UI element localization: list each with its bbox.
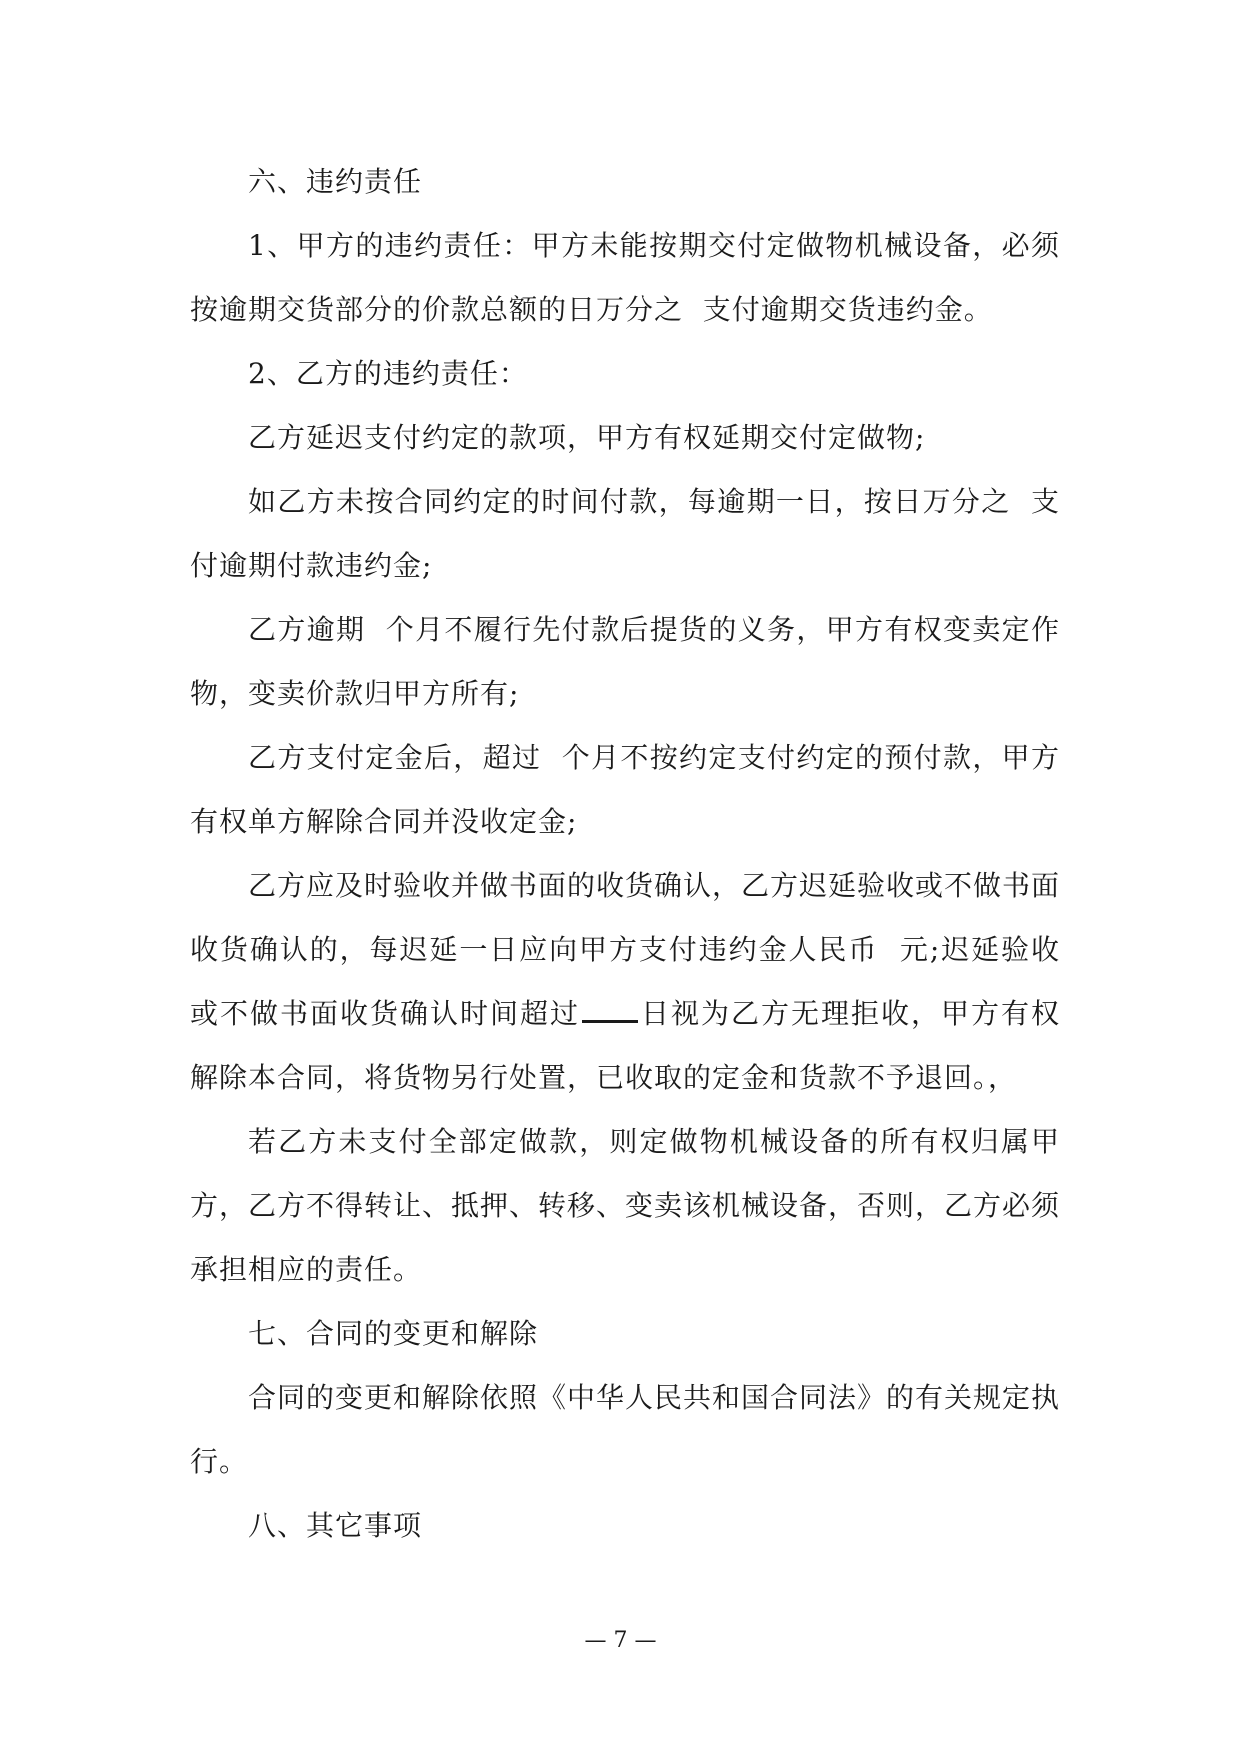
clause-party-a-breach: 1、甲方的违约责任：甲方未能按期交付定做物机械设备，必须按逾期交货部分的价款总额的日万分之 支付逾期交货违约金。 bbox=[190, 229, 1060, 326]
document-body bbox=[190, 150, 1060, 1558]
clause-ownership: 若乙方未支付全部定做款，则定做物机械设备的所有权归属甲方，乙方不得转让、抵押、转移、变卖该机械设备，否则，乙方必须承担相应的责任。 bbox=[190, 1125, 1061, 1286]
clause-party-b-breach-heading: 2、乙方的违约责任： bbox=[248, 357, 528, 390]
clause-acceptance-part2: 日视为乙方无理拒收，甲方有权解除本合同，将货物另行处置，已收取的定金和货款不予退回。， bbox=[190, 997, 1060, 1094]
clause-late-payment-penalty: 如乙方未按合同约定的时间付款，每逾期一日，按日万分之 支付逾期付款违约金; bbox=[190, 485, 1060, 582]
clause-modification: 合同的变更和解除依照《中华人民共和国合同法》的有关规定执行。 bbox=[190, 1381, 1061, 1478]
clause-delayed-payment: 乙方延迟支付约定的款项，甲方有权延期交付定做物; bbox=[248, 421, 926, 454]
page-number: — 7 — bbox=[584, 1628, 657, 1653]
clause-acceptance-part1: 乙方应及时验收并做书面的收货确认，乙方迟延验收或不做书面收货确认的，每迟延一日应向甲方支付违约金人民币 元;迟延验收或不做书面收货确认时间超过 bbox=[190, 869, 1061, 1030]
clause-overdue-pickup: 乙方逾期 个月不履行先付款后提货的义务，甲方有权变卖定作物，变卖价款归甲方所有; bbox=[190, 613, 1060, 710]
section-heading-breach: 六、违约责任 bbox=[248, 165, 423, 198]
clause-deposit-forfeit: 乙方支付定金后，超过 个月不按约定支付约定的预付款，甲方有权单方解除合同并没收定金; bbox=[190, 741, 1060, 838]
section-heading-modification: 七、合同的变更和解除 bbox=[248, 1317, 539, 1350]
clause-acceptance bbox=[190, 854, 1060, 1110]
section-heading-other: 八、其它事项 bbox=[248, 1509, 423, 1542]
fill-in-blank bbox=[582, 994, 638, 1023]
